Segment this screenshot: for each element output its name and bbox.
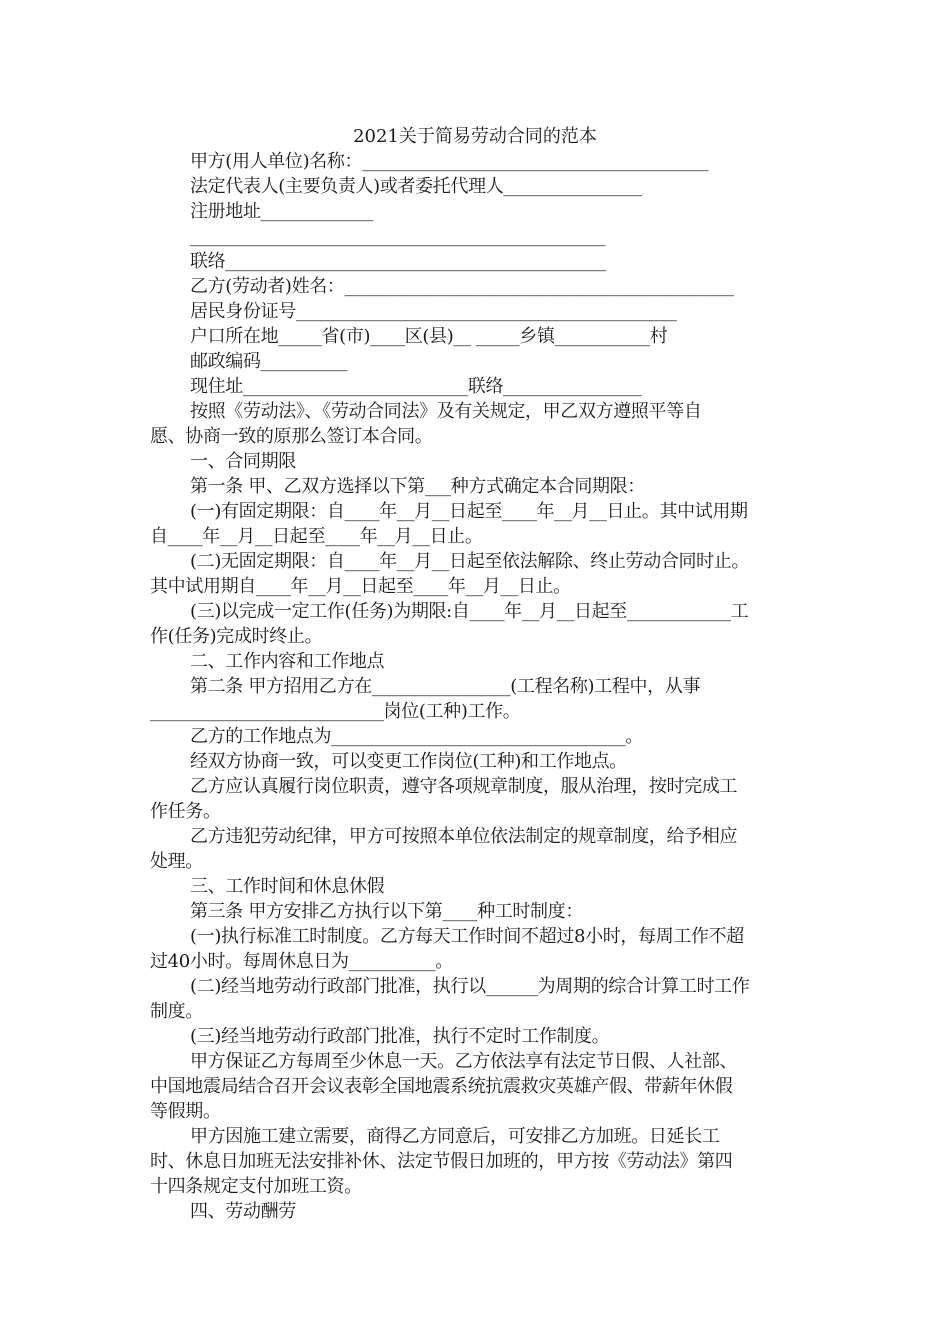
paragraph-line: 第二条 甲方招用乙方在________________(工程名称)工程中，从事 bbox=[190, 676, 701, 697]
id-number-line: 居民身份证号____________________________________________ bbox=[190, 301, 677, 322]
party-b-name-line: 乙方(劳动者)姓名：_____________________________________________ bbox=[190, 276, 734, 297]
legal-representative-line: 法定代表人(主要负责人)或者委托代理人________________ bbox=[190, 176, 642, 197]
paragraph-line: (二)经当地劳动行政部门批准，执行以______为周期的综合计算工时工作 bbox=[190, 976, 750, 997]
paragraph-line: 时、休息日加班无法安排补休、法定节假日加班的，甲方按《劳动法》第四 bbox=[150, 1151, 733, 1172]
current-address-line: 现住址__________________________联络________________ bbox=[190, 376, 642, 397]
paragraph-line: 甲方因施工建立需要，商得乙方同意后，可安排乙方加班。日延长工 bbox=[190, 1126, 720, 1147]
paragraph-line: (二)无固定期限：自____年__月__日起至依法解除、终止劳动合同时止。 bbox=[190, 551, 750, 572]
paragraph-line: 乙方违犯劳动纪律，甲方可按照本单位依法制定的规章制度，给予相应 bbox=[190, 826, 738, 847]
paragraph-line: (三)以完成一定工作(任务)为期限:自____年__月__日起至____________工 bbox=[190, 601, 749, 622]
paragraph-line: 乙方的工作地点为__________________________________。 bbox=[190, 726, 643, 747]
paragraph-line: ___________________________岗位(工种)工作。 bbox=[150, 701, 521, 722]
paragraph-line: 甲方保证乙方每周至少休息一天。乙方依法享有法定节日假、人社部、 bbox=[190, 1051, 738, 1072]
paragraph-line: 等假期。 bbox=[150, 1101, 221, 1122]
paragraph-line: 中国地震局结合召开会议表彰全国地震系统抗震救灾英雄产假、带薪年休假 bbox=[150, 1076, 733, 1097]
paragraph-line: (一)有固定期限：自____年__月__日起至____年__月__日止。其中试用期 bbox=[190, 501, 748, 522]
paragraph-line: 按照《劳动法》、《劳动合同法》及有关规定，甲乙双方遵照平等自 bbox=[190, 401, 702, 422]
paragraph-line: 处理。 bbox=[150, 851, 203, 872]
postal-code-line: 邮政编码__________ bbox=[190, 351, 348, 372]
section-heading: 四、劳动酬劳 bbox=[190, 1201, 296, 1222]
paragraph-line: 过40小时。每周休息日为__________。 bbox=[150, 951, 453, 972]
paragraph-line: 愿、协商一致的原那么签订本合同。 bbox=[150, 426, 433, 447]
party-a-name-line: 甲方(用人单位)名称：________________________________________ bbox=[190, 151, 709, 172]
registered-address-line: 注册地址_____________ bbox=[190, 201, 374, 222]
paragraph-line: 十四条规定支付加班工资。 bbox=[150, 1176, 362, 1197]
section-heading: 二、工作内容和工作地点 bbox=[190, 651, 385, 672]
paragraph-line: 作(任务)完成时终止。 bbox=[150, 626, 323, 647]
document-title: 2021关于简易劳动合同的范本 bbox=[353, 126, 597, 147]
contact-line: 联络____________________________________________ bbox=[190, 251, 606, 272]
paragraph-line: 经双方协商一致，可以变更工作岗位(工种)和工作地点。 bbox=[190, 751, 627, 772]
section-heading: 一、合同期限 bbox=[190, 451, 296, 472]
paragraph-line: 作任务。 bbox=[150, 801, 221, 822]
paragraph-line: 乙方应认真履行岗位职责，遵守各项规章制度，服从治理，按时完成工 bbox=[190, 776, 738, 797]
household-registration-line: 户口所在地_____省(市)____区(县)__ _____乡镇___________村 bbox=[190, 326, 668, 347]
paragraph-line: 第一条 甲、乙双方选择以下第___种方式确定本合同期限： bbox=[190, 476, 645, 497]
paragraph-line: 其中试用期自____年__月__日起至____年__月__日止。 bbox=[150, 576, 571, 597]
paragraph-line: (一)执行标准工时制度。乙方每天工作时间不超过8小时，每周工作不超 bbox=[190, 926, 744, 947]
section-heading: 三、工作时间和休息休假 bbox=[190, 876, 385, 897]
blank-line: ________________________________________________ bbox=[190, 226, 606, 247]
paragraph-line: 制度。 bbox=[150, 1001, 203, 1022]
paragraph-line: 第三条 甲方安排乙方执行以下第____种工时制度： bbox=[190, 901, 583, 922]
paragraph-line: 自____年__月__日起至____年__月__日止。 bbox=[150, 526, 483, 547]
paragraph-line: (三)经当地劳动行政部门批准，执行不定时工作制度。 bbox=[190, 1026, 610, 1047]
